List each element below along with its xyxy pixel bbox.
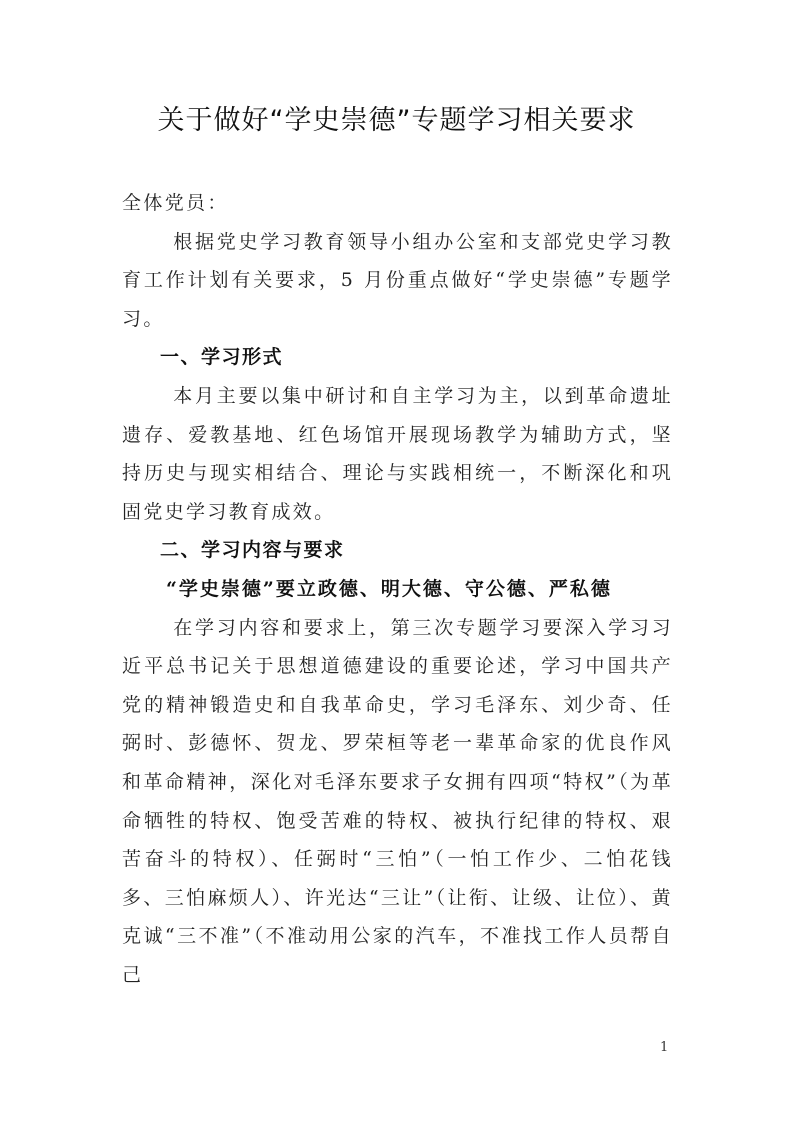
- document-title: 关于做好“学史崇德”专题学习相关要求: [157, 105, 636, 136]
- section-2-subheading: “学史崇德”要立政德、明大德、守公德、严私德: [166, 577, 612, 600]
- document-body: [122, 184, 673, 994]
- intro-paragraph: 根据党史学习教育领导小组办公室和支部党史学习教育工作计划有关要求，5 月份重点做好“学史崇德”专题学习。: [122, 230, 673, 330]
- section-2-paragraph: 在学习内容和要求上，第三次专题学习要深入学习习近平总书记关于思想道德建设的重要论述，学习中国共产党的精神锻造史和自我革命史，学习毛泽东、刘少奇、任弼时、彭德怀、贺龙、罗荣桓等老一辈革命家的优良作风和革命精神，深化对毛泽东要求子女拥有四项“特权”（为革命牺牲的特权、饱受苦难的特权、被执行纪律的特权、艰苦奋斗的特权）、任弼时“三怕”（一怕工作少、二怕花钱多、三怕麻烦人）、许光达“三让”（让衔、让级、让位）、黄克诚“三不准”（不准动用公家的汽车，不准找工作人员帮自己: [122, 616, 673, 986]
- section-heading-2: 二、学习内容与要求: [160, 539, 345, 562]
- section-heading-1: 一、学习形式: [160, 346, 284, 369]
- section-1-paragraph: 本月主要以集中研讨和自主学习为主，以到革命遗址遗存、爱教基地、红色场馆开展现场教学为辅助方式，坚持历史与现实相结合、理论与实践相统一，不断深化和巩固党史学习教育成效。: [122, 384, 673, 523]
- salutation: 全体党员：: [122, 192, 229, 214]
- page-number: 1: [660, 1040, 669, 1055]
